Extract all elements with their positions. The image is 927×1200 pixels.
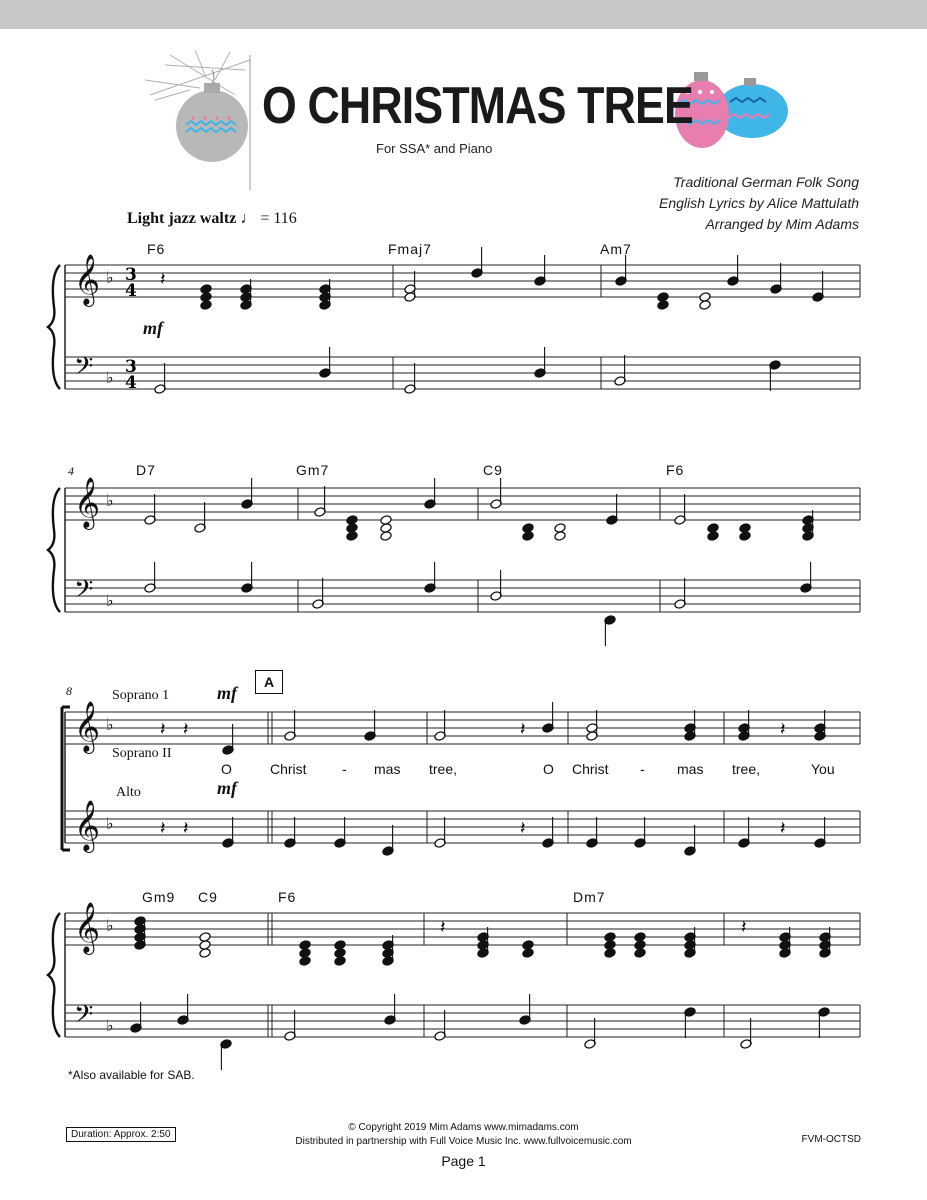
note-head bbox=[739, 523, 751, 534]
lyric-syllable: tree, bbox=[732, 761, 761, 777]
note-head bbox=[707, 523, 719, 534]
chord-symbol: D7 bbox=[136, 462, 156, 478]
duration-box: Duration: Approx. 2:50 bbox=[66, 1127, 176, 1142]
credit-lyricist: English Lyrics by Alice Mattulath bbox=[659, 195, 859, 211]
rest-icon: 𝄽 bbox=[520, 818, 526, 839]
note-head bbox=[380, 515, 392, 526]
time-signature: 3 bbox=[125, 357, 137, 377]
key-signature-flat: ♭ bbox=[106, 715, 114, 734]
product-code: FVM-OCTSD bbox=[801, 1134, 861, 1145]
time-signature: 4 bbox=[125, 281, 137, 301]
note-head bbox=[200, 284, 212, 295]
note-head bbox=[199, 932, 211, 943]
page-title: O CHRISTMAS TREE bbox=[262, 77, 693, 135]
chord-symbol: Am7 bbox=[600, 241, 632, 257]
bass-clef-icon: 𝄢 bbox=[74, 352, 94, 387]
chord-symbol: Gm7 bbox=[296, 462, 330, 478]
chord-symbol: Fmaj7 bbox=[388, 241, 432, 257]
brace bbox=[48, 913, 60, 1037]
chord-symbol: C9 bbox=[198, 889, 218, 905]
page-number: Page 1 bbox=[441, 1153, 486, 1169]
note-head bbox=[657, 292, 669, 303]
key-signature-flat: ♭ bbox=[106, 591, 114, 610]
brace bbox=[48, 488, 60, 612]
key-signature-flat: ♭ bbox=[106, 491, 114, 510]
measure-number: 8 bbox=[66, 684, 72, 698]
chord-symbol: F6 bbox=[147, 241, 166, 257]
chord-symbol: F6 bbox=[278, 889, 297, 905]
note-head bbox=[299, 940, 311, 951]
part-label-soprano1: Soprano 1 bbox=[112, 688, 170, 703]
measure-number: 4 bbox=[68, 464, 74, 478]
part-label-alto: Alto bbox=[116, 785, 141, 800]
lyric-syllable: - bbox=[342, 761, 347, 777]
dynamic-marking: mf bbox=[217, 683, 237, 703]
note-head bbox=[604, 932, 616, 943]
treble-clef-icon: 𝄞 bbox=[74, 477, 101, 528]
chord-symbol: C9 bbox=[483, 462, 503, 478]
rest-icon: 𝄽 bbox=[440, 917, 446, 938]
part-label-soprano2: Soprano II bbox=[112, 746, 172, 761]
time-signature: 3 bbox=[125, 265, 137, 285]
note-head bbox=[334, 940, 346, 951]
brace bbox=[48, 265, 60, 389]
tempo-bpm: = 116 bbox=[260, 210, 297, 227]
quarter-note-icon: ♩ bbox=[240, 210, 257, 227]
key-signature-flat: ♭ bbox=[106, 268, 114, 287]
note-head bbox=[522, 940, 534, 951]
chord-symbol: F6 bbox=[666, 462, 685, 478]
time-signature: 4 bbox=[125, 373, 137, 393]
note-head bbox=[699, 292, 711, 303]
rest-icon: 𝄽 bbox=[160, 269, 166, 290]
subtitle: For SSA* and Piano bbox=[376, 141, 493, 156]
bass-clef-icon: 𝄢 bbox=[74, 575, 94, 610]
notation-layer bbox=[48, 247, 860, 1070]
note-head bbox=[522, 523, 534, 534]
lyric-syllable: - bbox=[640, 761, 645, 777]
note-head bbox=[346, 515, 358, 526]
copyright-line: © Copyright 2019 Mim Adams www.mimadams.com bbox=[348, 1122, 579, 1133]
key-signature-flat: ♭ bbox=[106, 814, 114, 833]
rest-icon: 𝄽 bbox=[183, 818, 189, 839]
bass-clef-icon: 𝄢 bbox=[74, 1000, 94, 1035]
rest-icon: 𝄽 bbox=[160, 719, 166, 740]
lyric-syllable: tree, bbox=[429, 761, 458, 777]
chord-symbol: Gm9 bbox=[142, 889, 176, 905]
rest-icon: 𝄽 bbox=[780, 818, 786, 839]
rest-icon: 𝄽 bbox=[183, 719, 189, 740]
lyric-syllable: mas bbox=[677, 761, 704, 777]
rest-icon: 𝄽 bbox=[741, 917, 747, 938]
lyric-syllable: O bbox=[543, 761, 554, 777]
tempo-text: Light jazz waltz bbox=[127, 210, 237, 227]
rest-icon: 𝄽 bbox=[160, 818, 166, 839]
key-signature-flat: ♭ bbox=[106, 916, 114, 935]
chord-symbol: Dm7 bbox=[573, 889, 606, 905]
lyric-syllable: Christ bbox=[572, 761, 609, 777]
footnote: *Also available for SAB. bbox=[68, 1068, 195, 1082]
copyright-block bbox=[0, 1121, 927, 1149]
lyric-syllable: mas bbox=[374, 761, 401, 777]
key-signature-flat: ♭ bbox=[106, 368, 114, 387]
dynamic-marking: mf bbox=[217, 778, 237, 798]
rest-icon: 𝄽 bbox=[780, 719, 786, 740]
rehearsal-mark: A bbox=[255, 670, 283, 694]
treble-clef-icon: 𝄞 bbox=[74, 800, 101, 851]
note-head bbox=[634, 932, 646, 943]
lyric-syllable: O bbox=[221, 761, 232, 777]
treble-clef-icon: 𝄞 bbox=[74, 902, 101, 953]
note-head bbox=[554, 523, 566, 534]
credit-arranger: Arranged by Mim Adams bbox=[705, 216, 859, 232]
treble-clef-icon: 𝄞 bbox=[74, 701, 101, 752]
lyric-syllable: Christ bbox=[270, 761, 307, 777]
lyric-syllable: You bbox=[811, 761, 835, 777]
dynamic-marking: mf bbox=[143, 318, 163, 338]
treble-clef-icon: 𝄞 bbox=[74, 254, 101, 305]
rest-icon: 𝄽 bbox=[520, 719, 526, 740]
distribution-line: Distributed in partnership with Full Voice Music Inc. www.fullvoicemusic.com bbox=[295, 1136, 632, 1147]
key-signature-flat: ♭ bbox=[106, 1016, 114, 1035]
credit-composer: Traditional German Folk Song bbox=[673, 174, 859, 190]
